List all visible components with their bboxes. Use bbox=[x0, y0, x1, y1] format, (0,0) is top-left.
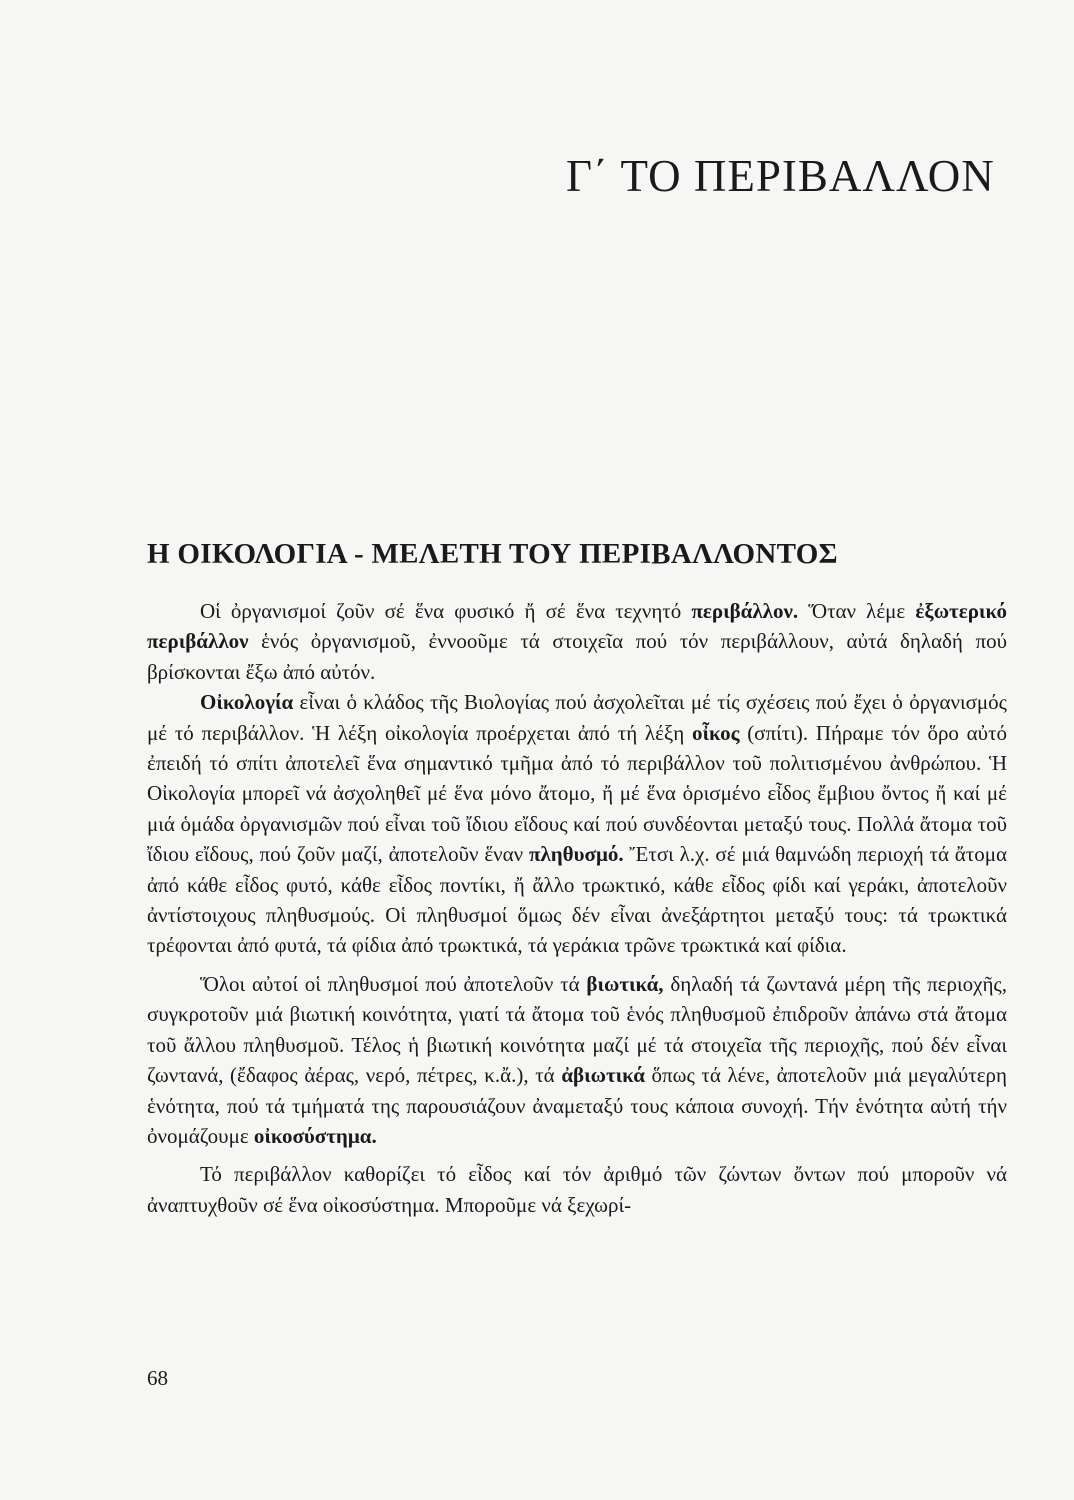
text-run: (σπίτι). Πήραμε τόν ὅρο αὐτό ἐπειδή τό σπίτι ἀποτελεῖ ἕνα σημαντικό τμῆμα ἀπό τό περιβάλλον τοῦ πολιτισμένου ἀνθρώπου. Ἡ Οἰκολογία μπορεῖ νά ἀσχοληθεῖ μέ ἕνα μόνο ἄτομο, ἤ μέ ἕνα ὁρισμένο εἶδος ἔμβιου ὄντος ἤ καί μέ μιά ὁμάδα ὀργανισμῶν πού εἶναι τοῦ ἴδιου εἴδους καί πού συνδέονται μεταξύ τους. Πολλά ἄτομα τοῦ ἴδιου εἴδους, πού ζοῦν μαζί, ἀποτελοῦν ἕναν bbox=[147, 720, 1008, 867]
text-run: ἑνός ὀργανισμοῦ, ἐννοοῦμε τά στοιχεῖα πού τόν περιβάλλουν, αὐτά δηλαδή πού βρίσκονται ἔξω ἀπό αὐτόν. bbox=[147, 629, 1007, 684]
section-title: Η ΟΙΚΟΛΟΓΙΑ - ΜΕΛΕΤΗ ΤΟΥ ΠΕΡΙΒΑΛΛΟΝΤΟΣ bbox=[147, 538, 838, 570]
text-run: Ὅλοι αὐτοί οἱ πληθυσμοί πού ἀποτελοῦν τά bbox=[200, 971, 587, 996]
bold-term: οἶκος bbox=[692, 720, 740, 745]
text-run: δηλαδή τά ζωντανά μέρη τῆς περιοχῆς, συγκροτοῦν μιά βιωτική κοινότητα, γιατί τά ἄτομα τοῦ ἑνός πληθυσμοῦ ἐπιδροῦν ἀπάνω στά ἄτομα τοῦ ἄλλου πληθυσμοῦ. Τέλος ἡ βιωτική κοινότητα μαζί μέ τά στοιχεῖα τῆς περιοχῆς, πού δέν εἶναι ζωντανά, (ἔδαφος ἀέρας, νερό, πέτρες, κ.ἄ.), τά bbox=[147, 971, 1007, 1088]
text-run: Ὅταν λέμε bbox=[798, 599, 916, 623]
page-number: 68 bbox=[147, 1366, 168, 1390]
bold-term: οἰκοσύστημα. bbox=[253, 1123, 377, 1148]
bold-term: περιβάλλον. bbox=[691, 599, 799, 623]
body-text bbox=[147, 596, 1007, 1220]
bold-term: βιωτικά, bbox=[586, 971, 664, 996]
text-run: Οἱ ὀργανισμοί ζοῦν σέ ἕνα φυσικό ἤ σέ ἕνα τεχνητό bbox=[200, 599, 692, 623]
text-run: Τό περιβάλλον καθορίζει τό εἶδος καί τόν ἀριθμό τῶν ζώντων ὄντων πού μποροῦν νά ἀναπτυχθοῦν σέ ἕνα οἰκοσύστημα. Μποροῦμε νά ξεχωρί- bbox=[147, 1162, 1007, 1217]
bold-term: Οἰκολογία bbox=[200, 690, 294, 715]
paragraph-ecosystem-intro bbox=[147, 1159, 1007, 1220]
bold-term: ἀβιωτικά bbox=[561, 1063, 645, 1088]
text-run: εἶναι ὁ κλάδος τῆς Βιολογίας πού ἀσχολεῖται μέ τίς σχέσεις πού ἔχει ὁ ὀργανισμός μέ τό περιβάλλον. Ἡ λέξη οἰκολογία προέρχεται ἀπό τή λέξη bbox=[147, 690, 1007, 745]
text-run: ὅπως τά λένε, ἀποτελοῦν μιά μεγαλύτερη ἑνότητα, πού τά τμήματά της παρουσιάζουν ἀναμεταξύ τους κάποια συνοχή. Τήν ἑνότητα αὐτή τήν ὀνομάζουμε bbox=[147, 1063, 1008, 1148]
paragraph-environment bbox=[147, 596, 1007, 687]
paragraph-ecology bbox=[147, 687, 1007, 961]
bold-term: πληθυσμό. bbox=[528, 842, 624, 867]
bold-term: ἐξωτερικό περιβάλλον bbox=[147, 599, 1007, 654]
paragraph-biotic-community bbox=[147, 969, 1007, 1151]
chapter-title: Γ΄ ΤΟ ΠΕΡΙΒΑΛΛΟΝ bbox=[566, 151, 995, 201]
text-run: Ἔτσι λ.χ. σέ μιά θαμνώδη περιοχή τά ἄτομα ἀπό κάθε εἶδος φυτό, κάθε εἶδος ποντίκι, ἤ ἄλλο τρωκτικό, κάθε εἶδος φίδι καί γεράκι, ἀποτελοῦν ἀντίστοιχους πληθυσμούς. Οἱ πληθυσμοί ὅμως δέν εἶναι ἀνεξάρτητοι μεταξύ τους: τά τρωκτικά τρέφονται ἀπό φυτά, τά φίδια ἀπό τρωκτικά, τά γεράκια τρῶνε τρωκτικά καί φίδια. bbox=[147, 842, 1007, 958]
